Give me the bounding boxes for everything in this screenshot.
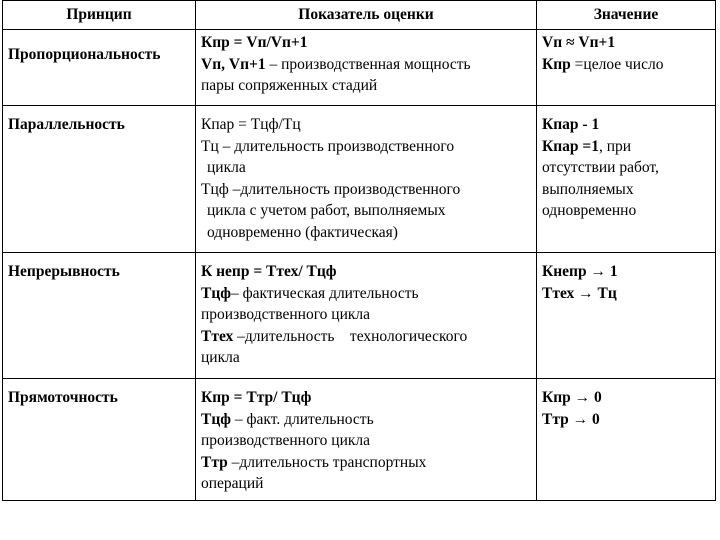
table-row <box>3 379 716 501</box>
indicator-line: Vп, Vп+1 – производственная мощность <box>201 55 471 73</box>
indicator-line: Кпар = Тцф/Тц <box>201 116 301 133</box>
indicator-cell <box>196 30 537 106</box>
value-cell <box>537 106 716 253</box>
principle-cell: Параллельность <box>3 106 196 253</box>
principle-cell: Пропорциональность <box>3 30 196 106</box>
value-cell <box>537 253 716 379</box>
value-line: Ттех → Тц <box>542 284 617 302</box>
indicator-line: Ттех –длительность технологического <box>201 327 468 345</box>
header-row <box>3 1 716 30</box>
value-line: Кпр → 0 <box>542 389 602 406</box>
indicator-line: Тцф – факт. длительность <box>201 410 374 428</box>
indicator-line: Тц – длительность производственного <box>201 137 455 155</box>
value-cell <box>537 30 716 106</box>
value-line: Кпар - 1 <box>542 116 600 133</box>
table-row <box>3 253 716 379</box>
value-line: Кпр =целое число <box>542 55 664 73</box>
value-line: Кнепр → 1 <box>542 263 618 280</box>
value-line: Кпар =1, при <box>542 137 632 155</box>
indicator-line: цикла <box>201 349 240 366</box>
indicator-line: цикла с учетом работ, выполняемых <box>207 202 446 219</box>
principle-cell: Прямоточность <box>3 379 196 501</box>
principles-table <box>2 0 716 501</box>
value-line: одновременно <box>542 202 637 219</box>
header-value: Значение <box>537 1 716 30</box>
principle-cell: Непрерывность <box>3 253 196 379</box>
value-line: отсутствии работ, <box>542 159 659 176</box>
indicator-line: Тцф– фактическая длительность <box>201 284 419 302</box>
indicator-line: К непр = Ттех/ Тцф <box>201 263 337 280</box>
indicator-line: цикла <box>207 159 246 176</box>
value-line: выполняемых <box>542 180 634 198</box>
indicator-line: Кпр = Vп/Vп+1 <box>201 34 308 51</box>
indicator-line: Тцф –длительность производственного <box>201 180 461 198</box>
header-indicator: Показатель оценки <box>196 1 537 30</box>
indicator-line: одновременно (фактическая) <box>207 223 398 241</box>
indicator-line: операций <box>201 475 264 492</box>
indicator-line: производственного цикла <box>201 432 371 449</box>
value-line: Ттр → 0 <box>542 410 600 428</box>
indicator-line: пары сопряженных стадий <box>201 77 378 94</box>
indicator-cell <box>196 106 537 253</box>
table-row <box>3 30 716 106</box>
indicator-line: Кпр = Ттр/ Тцф <box>201 389 312 406</box>
indicator-cell <box>196 379 537 501</box>
indicator-cell <box>196 253 537 379</box>
header-principle: Принцип <box>3 1 196 30</box>
indicator-line: Ттр –длительность транспортных <box>201 453 427 471</box>
value-cell <box>537 379 716 501</box>
table-row <box>3 106 716 253</box>
value-line: Vп ≈ Vп+1 <box>542 34 616 51</box>
indicator-line: производственного цикла <box>201 306 371 323</box>
